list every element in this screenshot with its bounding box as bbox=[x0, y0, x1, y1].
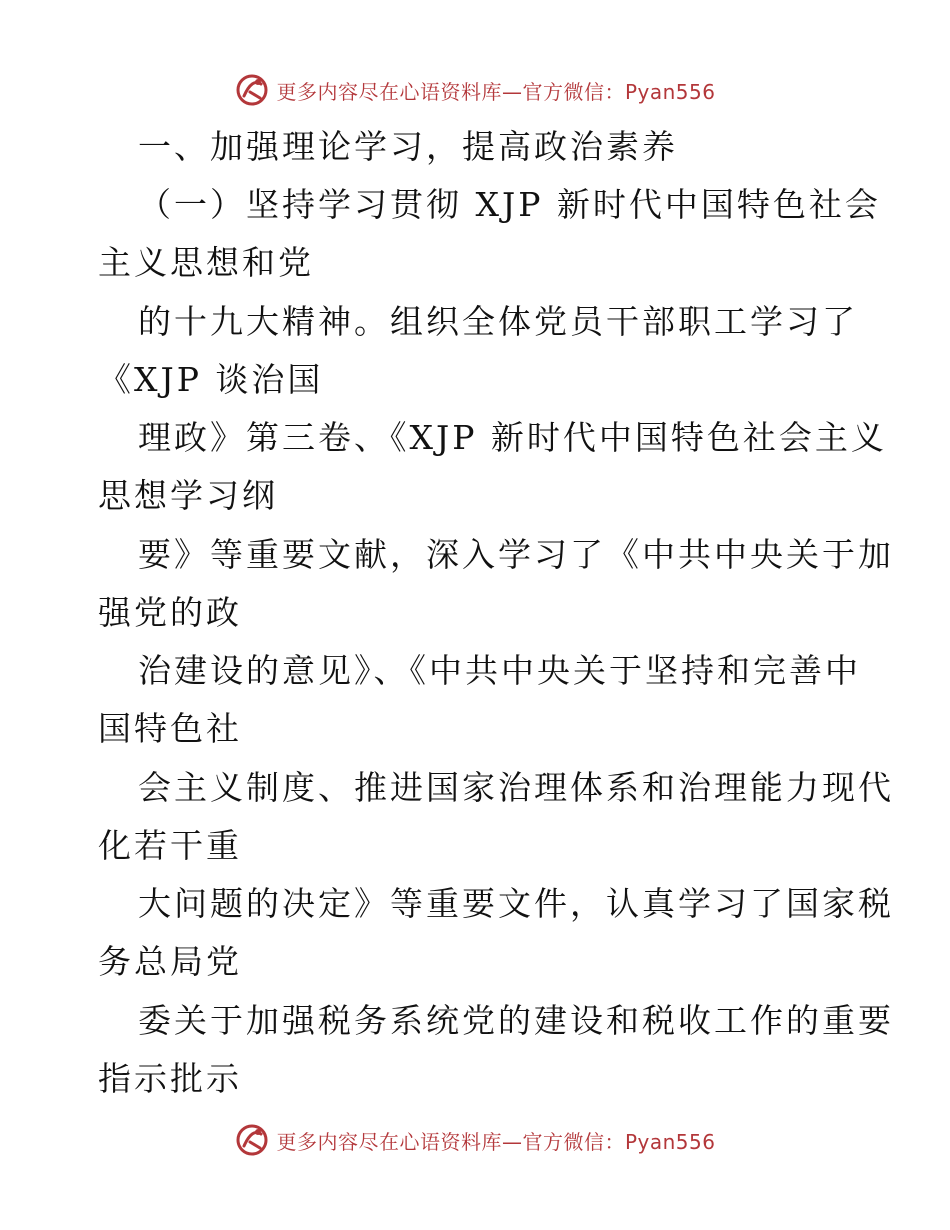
body-line: 会主义制度、推进国家治理体系和治理能力现代 bbox=[138, 768, 894, 807]
watermark-text: 更多内容尽在心语资料库—官方微信：Pyan556 bbox=[276, 79, 716, 104]
body-line: 强党的政 bbox=[98, 593, 242, 632]
body-line: （一）坚持学习贯彻 XJP 新时代中国特色社会 bbox=[138, 185, 881, 224]
watermark-text: 更多内容尽在心语资料库—官方微信：Pyan556 bbox=[276, 1129, 716, 1154]
body-line: 的十九大精神。组织全体党员干部职工学习了 bbox=[138, 302, 858, 341]
body-line: 治建设的意见》、《中共中央关于坚持和完善中 bbox=[138, 651, 861, 690]
body-line: 国特色社 bbox=[98, 709, 242, 748]
body-line: 化若干重 bbox=[98, 826, 242, 865]
body-line: 主义思想和党 bbox=[98, 243, 314, 282]
body-line: 大问题的决定》等重要文件，认真学习了国家税 bbox=[138, 884, 894, 923]
seal-logo-icon bbox=[234, 72, 270, 108]
body-line: 指示批示 bbox=[98, 1059, 242, 1098]
body-line: 理政》第三卷、《XJP 新时代中国特色社会主义 bbox=[138, 418, 887, 457]
body-line: 思想学习纲 bbox=[98, 476, 278, 515]
watermark-banner-bottom bbox=[0, 1120, 950, 1160]
body-line: 要》等重要文献，深入学习了《中共中央关于加 bbox=[138, 535, 894, 574]
body-line: 委关于加强税务系统党的建设和税收工作的重要 bbox=[138, 1001, 894, 1040]
section-heading: 一、加强理论学习，提高政治素养 bbox=[138, 127, 678, 166]
body-line: 务总局党 bbox=[98, 942, 242, 981]
seal-logo-icon bbox=[234, 1122, 270, 1158]
body-line: 《XJP 谈治国 bbox=[98, 360, 324, 399]
watermark-banner-top bbox=[0, 70, 950, 110]
